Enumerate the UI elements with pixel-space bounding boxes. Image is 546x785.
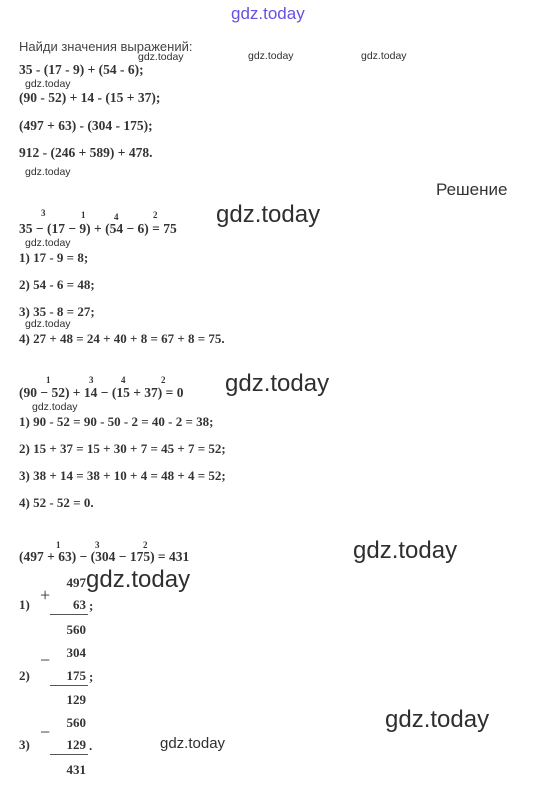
step: 2) 15 + 37 = 15 + 30 + 7 = 45 + 7 = 52; [19,441,226,456]
watermark: gdz.today [138,51,184,63]
column-end: ; [89,598,94,613]
step: 4) 27 + 48 = 24 + 40 + 8 = 67 + 8 = 75. [19,331,225,346]
column-label: 1) [19,597,30,612]
minus-sign: − [40,722,51,742]
order-mark: 3 [41,208,46,218]
column-operand-top: 497 [66,575,86,590]
column-end: ; [89,669,94,684]
watermark: gdz.today [216,201,321,228]
column-result: 129 [66,692,86,707]
solution-title: Решение [436,180,508,199]
column-result: 431 [66,762,86,777]
column-line [50,614,88,615]
watermark: gdz.today [361,50,407,62]
order-mark: 3 [89,375,94,385]
task-expression-3: (497 + 63) - (304 - 175); [19,118,153,133]
task-expression-4: 912 - (246 + 589) + 478. [19,145,153,160]
watermark: gdz.today [25,78,71,90]
watermark: gdz.today [25,166,71,178]
column-operand-bottom: 129 [66,737,86,752]
step: 4) 52 - 52 = 0. [19,495,94,510]
order-mark: 2 [143,540,148,550]
task-expression-2: (90 - 52) + 14 - (15 + 37); [19,90,161,105]
watermark: gdz.today [32,401,78,413]
minus-sign: − [40,650,51,670]
column-line [50,754,88,755]
watermark: gdz.today [353,537,458,564]
solution-expression-3: (497 + 63) − (304 − 175) = 431 [19,549,190,564]
watermark: gdz.today [86,566,191,593]
watermark: gdz.today [225,370,330,397]
column-line [50,685,88,686]
plus-sign: + [40,585,51,605]
watermark: gdz.today [25,237,71,249]
step: 3) 38 + 14 = 38 + 10 + 4 = 48 + 4 = 52; [19,468,226,483]
order-mark: 1 [81,210,86,220]
task-expression-1: 35 - (17 - 9) + (54 - 6); [19,62,144,77]
task-heading: Найди значения выражений: [19,39,193,54]
column-operand-top: 560 [66,715,86,730]
solution-expression-2: (90 − 52) + 14 − (15 + 37) = 0 [19,385,184,400]
order-mark: 2 [161,375,166,385]
step: 2) 54 - 6 = 48; [19,277,95,292]
column-operand-top: 304 [66,645,86,660]
watermark: gdz.today [160,735,226,752]
column-end: . [89,738,93,753]
order-mark: 4 [121,375,126,385]
order-mark: 2 [153,210,158,220]
column-result: 560 [66,622,86,637]
column-label: 2) [19,668,30,683]
solution-expression-1: 35 − (17 − 9) + (54 − 6) = 75 [19,221,177,236]
order-mark: 1 [46,375,51,385]
watermark: gdz.today [25,318,71,330]
column-operand-bottom: 175 [66,668,86,683]
step: 1) 17 - 9 = 8; [19,250,89,265]
order-mark: 3 [95,540,100,550]
watermark: gdz.today [385,706,490,733]
column-label: 3) [19,737,30,752]
column-operand-bottom: 63 [73,597,86,612]
watermark-top: gdz.today [231,4,305,23]
order-mark: 1 [56,540,61,550]
step: 3) 35 - 8 = 27; [19,304,95,319]
order-mark: 4 [114,212,119,222]
step: 1) 90 - 52 = 90 - 50 - 2 = 40 - 2 = 38; [19,414,214,429]
watermark: gdz.today [248,50,294,62]
